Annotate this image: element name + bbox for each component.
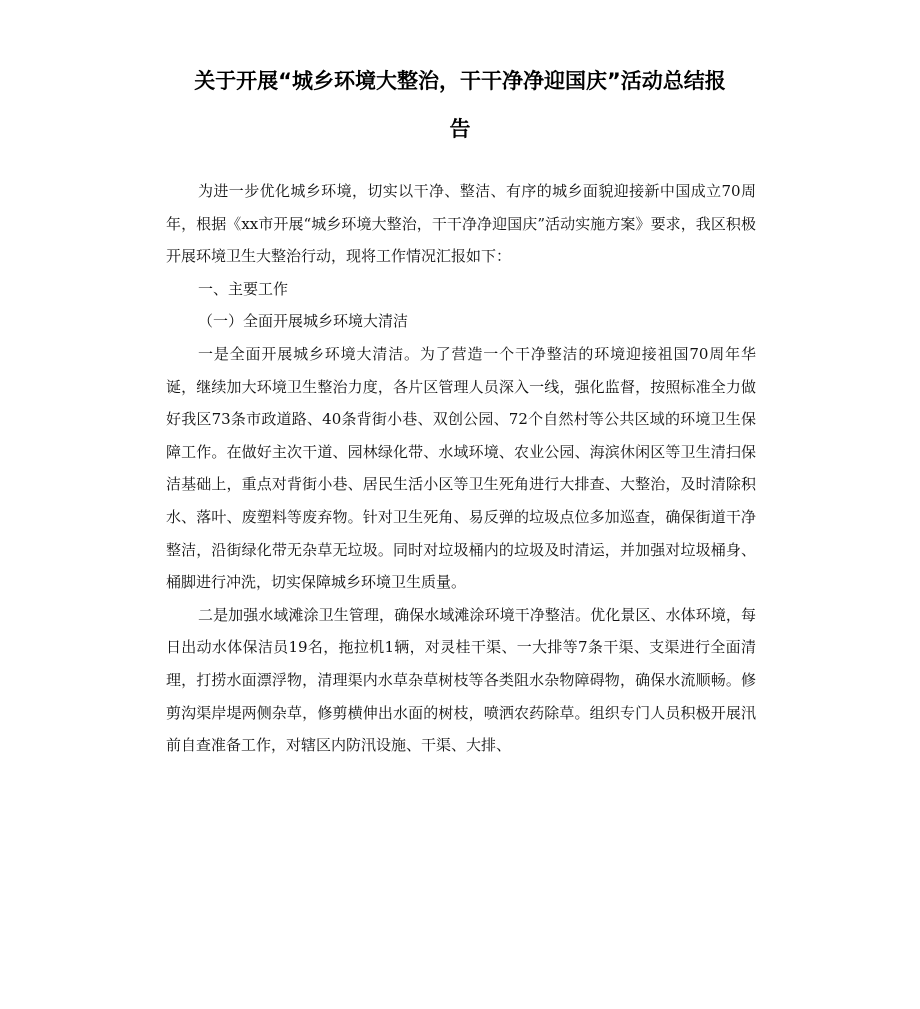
document-title-line-2: 告: [449, 117, 471, 141]
paragraph-urban-rural-cleaning: 一是全面开展城乡环境大清洁。为了营造一个干净整洁的环境迎接祖国70周年华诞，继续加大环境卫生整治力度，各片区管理人员深入一线，强化监督，按照标准全力做好我区73条市政道路、40条背街小巷、双创公园、72个自然村等公共区域的环境卫生保障工作。在做好主次干道、园林绿化带、水域环境、农业公园、海滨休闲区等卫生清扫保洁基础上，重点对背街小巷、居民生活小区等卫生死角进行大排查、大整治，及时清除积水、落叶、废塑料等废弃物。针对卫生死角、易反弹的垃圾点位多加巡查，确保街道干净整洁，沿街绿化带无杂草无垃圾。同时对垃圾桶内的垃圾及时清运，并加强对垃圾桶身、桶脚进行冲洗，切实保障城乡环境卫生质量。: [166, 344, 756, 592]
document-body: [166, 175, 756, 762]
subsection-heading-cleaning: （一）全面开展城乡环境大清洁: [198, 312, 409, 331]
paragraph-water-area-management: 二是加强水域滩涂卫生管理，确保水域滩涂环境干净整洁。优化景区、水体环境，每日出动水体保洁员19名，拖拉机1辆，对灵桂干渠、一大排等7条干渠、支渠进行全面清理，打捞水面漂浮物，清理渠内水草杂草树枝等各类阻水杂物障碍物，确保水流顺畅。修剪沟渠岸堤两侧杂草，修剪横伸出水面的树枝，喷洒农药除草。组织专门人员积极开展汛前自查准备工作，对辖区内防汛设施、干渠、大排、: [166, 605, 756, 755]
document-title-line-1: 关于开展“城乡环境大整治，干干净净迎国庆”活动总结报: [194, 69, 726, 93]
section-heading-main-work: 一、主要工作: [198, 279, 289, 298]
intro-paragraph: 为进一步优化城乡环境，切实以干净、整洁、有序的城乡面貌迎接新中国成立70周年，根据《xx市开展“城乡环境大整治，干干净净迎国庆”活动实施方案》要求，我区积极开展环境卫生大整治行动，现将工作情况汇报如下：: [166, 182, 756, 266]
